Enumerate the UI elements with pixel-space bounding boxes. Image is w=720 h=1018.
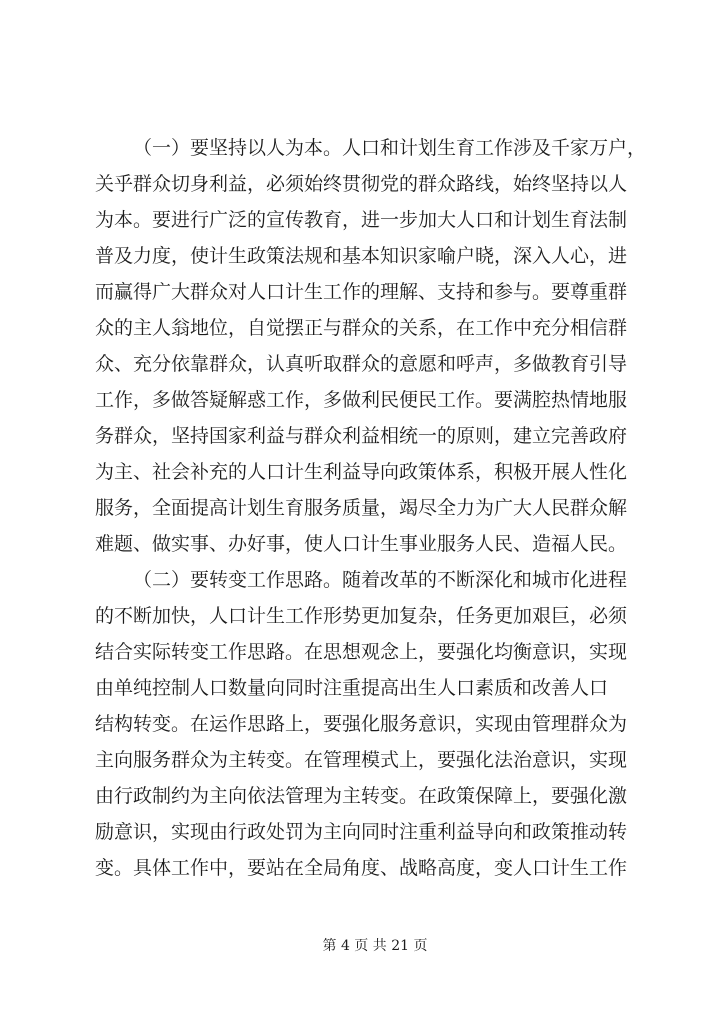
- paragraph-line: 结合实际转变工作思路。在思想观念上，要强化均衡意识，实现: [95, 641, 628, 663]
- paragraph-line: 的不断加快，人口计生工作形势更加复杂，任务更加艰巨，必须: [95, 605, 628, 627]
- page-number-footer: 第 4 页 共 21 页: [322, 938, 428, 954]
- paragraph-line: 普及力度，使计生政策法规和基本知识家喻户晓，深入人心，进: [95, 245, 628, 267]
- paragraph-change-thinking: [95, 562, 635, 886]
- paragraph-line: 服务，全面提高计划生育服务质量，竭尽全力为广大人民群众解: [95, 497, 628, 519]
- paragraph-line: 为主、社会补充的人口计生利益导向政策体系，积极开展人性化: [95, 461, 628, 483]
- paragraph-line: （二）要转变工作思路。随着改革的不断深化和城市化进程: [133, 569, 628, 591]
- paragraph-line: 工作，多做答疑解惑工作，多做利民便民工作。要满腔热情地服: [95, 389, 628, 411]
- paragraph-line: 结构转变。在运作思路上，要强化服务意识，实现由管理群众为: [95, 713, 628, 735]
- paragraph-line: 众的主人翁地位，自觉摆正与群众的关系，在工作中充分相信群: [95, 317, 628, 339]
- paragraph-line: 由行政制约为主向依法管理为主转变。在政策保障上，要强化激: [95, 785, 628, 807]
- paragraph-people-oriented: [95, 130, 647, 562]
- paragraph-line: 主向服务群众为主转变。在管理模式上，要强化法治意识，实现: [95, 749, 628, 771]
- paragraph-line: 务群众，坚持国家利益与群众利益相统一的原则，建立完善政府: [95, 425, 628, 447]
- paragraph-line: 为本。要进行广泛的宣传教育，进一步加大人口和计划生育法制: [95, 209, 628, 231]
- paragraph-line: 关乎群众切身利益，必须始终贯彻党的群众路线，始终坚持以人: [95, 173, 628, 195]
- paragraph-line: 众、充分依靠群众，认真听取群众的意愿和呼声，多做教育引导: [95, 353, 628, 375]
- paragraph-line: 难题、做实事、办好事，使人口计生事业服务人民、造福人民。: [95, 533, 628, 555]
- paragraph-line: 励意识，实现由行政处罚为主向同时注重利益导向和政策推动转: [95, 821, 628, 843]
- paragraph-line: 变。具体工作中，要站在全局角度、战略高度，变人口计生工作: [95, 857, 628, 879]
- document-body: [95, 130, 647, 886]
- paragraph-line: （一）要坚持以人为本。人口和计划生育工作涉及千家万户，: [133, 137, 647, 159]
- paragraph-line: 由单纯控制人口数量向同时注重提高出生人口素质和改善人口: [95, 677, 609, 699]
- paragraph-line: 而赢得广大群众对人口计生工作的理解、支持和参与。要尊重群: [95, 281, 628, 303]
